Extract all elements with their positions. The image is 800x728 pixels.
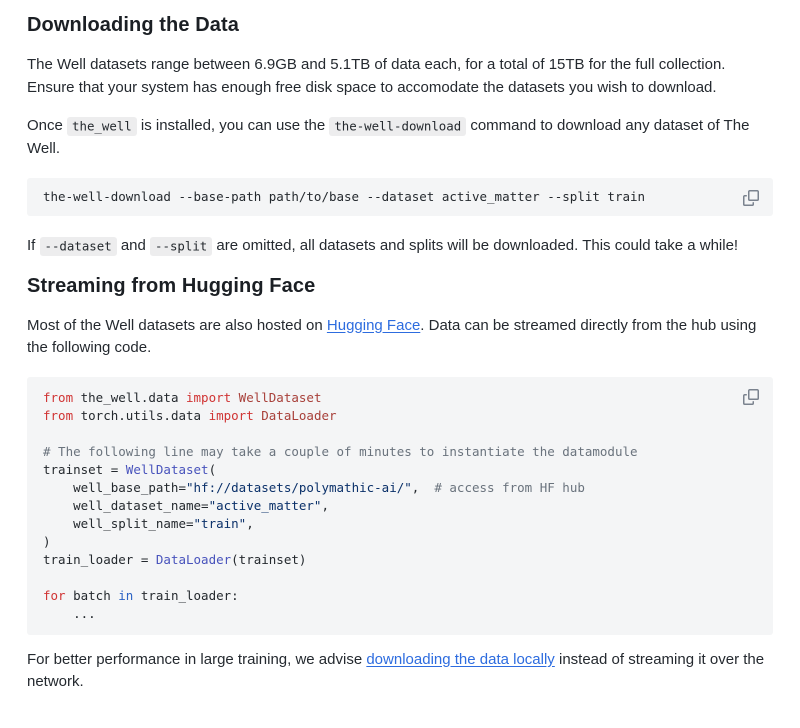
code-line: well_base_path="hf://datasets/polymathic-ai/", # access from HF hub — [43, 479, 585, 495]
text: For better performance in large training, we advise — [27, 650, 367, 668]
code-line: for batch in train_loader: — [43, 587, 239, 603]
code-line — [43, 569, 757, 587]
bash-code-block — [27, 178, 773, 216]
heading-streaming-hugging-face: Streaming from Hugging Face — [27, 274, 316, 297]
download-locally-link[interactable]: downloading the data locally — [366, 650, 555, 668]
paragraph-hosted — [27, 315, 773, 360]
text: is installed, you can use the — [136, 117, 330, 134]
text: are omitted, all datasets and splits will be downloaded. This could take a while! — [212, 237, 739, 254]
hugging-face-link[interactable]: Hugging Face — [326, 316, 421, 334]
content-copy-icon — [743, 389, 759, 405]
python-code-block — [27, 377, 773, 635]
code-line: the-well-download --base-path path/to/base --dataset active_matter --split train — [43, 189, 646, 204]
paragraph-omitted-flags — [27, 235, 773, 258]
text: command to download any dataset of The Well. — [27, 117, 750, 157]
paragraph-performance — [27, 649, 773, 694]
copy-button[interactable] — [738, 185, 764, 211]
copy-button[interactable] — [738, 384, 764, 410]
code-line: well_dataset_name="active_matter", — [43, 497, 329, 513]
code-line: trainset = WellDataset( — [43, 461, 217, 477]
text: . Data can be streamed directly from the hub using the following code. — [27, 316, 757, 356]
content-copy-icon — [743, 190, 759, 206]
paragraph-install — [27, 115, 773, 160]
text: instead of streaming it over the network. — [27, 650, 765, 690]
paragraph-dataset-sizes: The Well datasets range between 6.9GB and 5.1TB of data each, for a total of 15TB for the full collection. Ensure that your system has enough free disk space to accomodate the datasets you wish to download. — [27, 56, 726, 96]
inline-code-the-well-download: the-well-download — [329, 117, 466, 136]
code-line: # The following line may take a couple of minutes to instantiate the datamodule — [43, 443, 638, 459]
code-line: from torch.utils.data import DataLoader — [43, 407, 337, 423]
heading-downloading-the-data: Downloading the Data — [27, 14, 239, 36]
text: and — [116, 237, 151, 254]
inline-code-the-well: the_well — [67, 117, 137, 136]
inline-code-dataset-flag: --dataset — [40, 237, 117, 256]
code-line: well_split_name="train", — [43, 515, 254, 531]
text: Most of the Well datasets are also hosted on — [27, 316, 327, 334]
text: If — [27, 237, 40, 254]
text: Once — [27, 117, 68, 134]
code-line: ... — [43, 605, 96, 621]
code-lines — [43, 188, 757, 206]
code-line: from the_well.data import WellDataset — [43, 389, 322, 405]
inline-code-split-flag: --split — [150, 237, 212, 256]
code-line: ) — [43, 533, 51, 549]
code-lines — [43, 389, 757, 623]
code-line: train_loader = DataLoader(trainset) — [43, 551, 307, 567]
code-line — [43, 425, 757, 443]
